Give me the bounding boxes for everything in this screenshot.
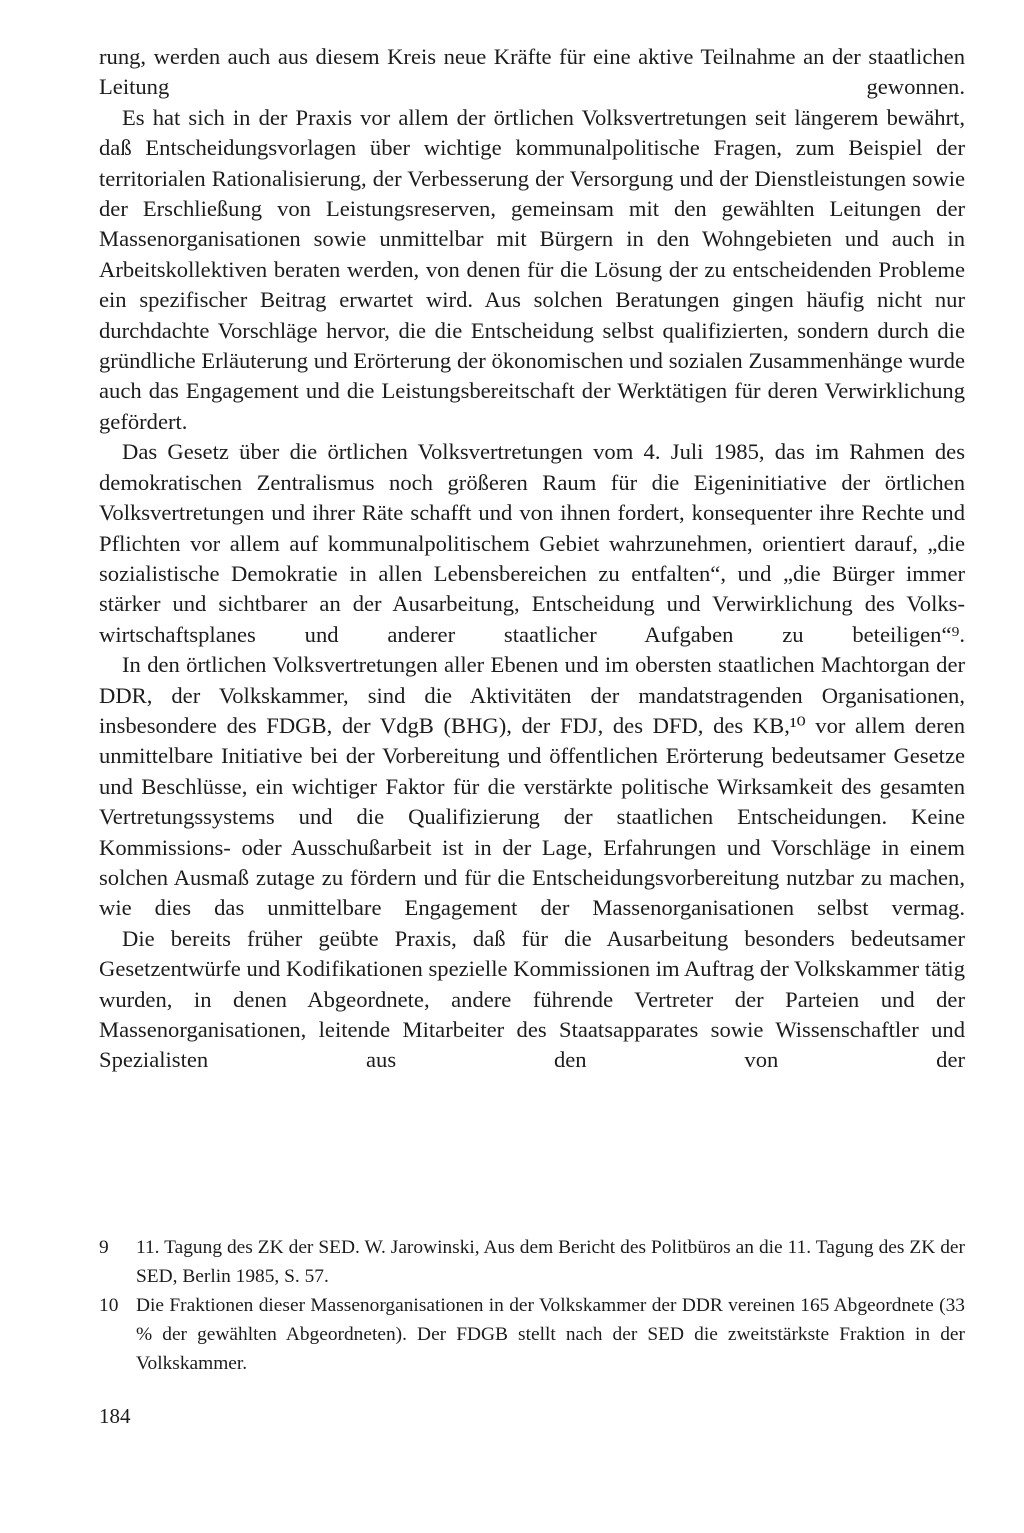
body-text <box>99 42 965 1076</box>
paragraph-law: Das Gesetz über die örtlichen Volksvertretungen vom 4. Juli 1985, das im Rahmen des demokratischen Zentralismus noch größeren Raum für die Eigeninitiative der örtlichen Volksvertretungen und ihrer Räte schafft und von ihnen fordert, konsequenter ihre Rechte und Pflichten vor allem auf kommunalpolitischem Gebiet wahrzunehmen, orientiert darauf, „die sozialistische Demokratie in allen Lebensbereichen zu entfalten“, und „die Bürger immer stärker und sichtbarer an der Ausarbeitung, Entscheidung und Verwirklichung des Volkswirtschaftsplanes und anderer staatlicher Aufgaben zu beteiligen“⁹. <box>99 439 965 647</box>
footnote <box>99 1233 965 1291</box>
paragraph-volkskammer: In den örtlichen Volksvertretungen aller Ebenen und im obersten staatlichen Machtorgan der DDR, der Volkskammer, sind die Aktivitäten der mandatstragenden Organisationen, insbesondere des FDGB, der VdgB (BHG), der FDJ, des DFD, des KB,¹⁰ vor allem deren unmittelbare Initiative bei der Vorbereitung und öffentlichen Erörterung bedeutsamer Gesetze und Beschlüsse, ein wichtiger Faktor für die verstärkte politische Wirksamkeit des gesamten Vertretungssystems und die Qualifizierung der staatlichen Entscheidungen. Keine Kommissions- oder Ausschußarbeit ist in der Lage, Erfahrungen und Vorschläge in einem solchen Ausmaß zutage zu fördern und für die Entscheidungsvorbereitung nutzbar zu machen, wie dies das unmittelbare Engagement der Massenorganisationen selbst vermag. <box>99 652 965 921</box>
paragraph-continuation: rung, werden auch aus diesem Kreis neue Kräfte für eine aktive Teilnahme an der staatlichen Leitung gewonnen. <box>99 44 965 100</box>
page-number: 184 <box>99 1404 131 1428</box>
footnotes <box>99 1233 965 1378</box>
footnote-text: Die Fraktionen dieser Massenorganisationen in der Volkskammer der DDR vereinen 165 Abgeordnete (33 % der gewählten Abgeordneten). Der FDGB stellt nach der SED die zweitstärkste Fraktion in der Volkskammer. <box>136 1295 965 1374</box>
paragraph-practice: Es hat sich in der Praxis vor allem der örtlichen Volksvertretungen seit längerem bewährt, daß Entscheidungsvorlagen über wichtige kommunalpolitische Fragen, zum Beispiel der territorialen Rationalisierung, der Verbesserung der Versorgung und der Dienstleistungen sowie der Erschließung von Leistungsreserven, gemeinsam mit den gewählten Leitungen der Massenorganisationen sowie unmittelbar mit Bürgern in den Wohngebieten und auch in Arbeitskollektiven beraten werden, von denen für die Lösung der zu entscheidenden Probleme ein spezifischer Beitrag erwartet wird. Aus solchen Beratungen gingen häufig nicht nur durchdachte Vorschläge hervor, die die Entscheidung selbst qualifizierten, sondern durch die gründliche Erläuterung und Erörterung der ökonomischen und sozialen Zusammenhänge wurde auch das Engagement und die Leistungsbereitschaft der Werktätigen für deren Verwirklichung gefördert. <box>99 104 965 434</box>
footnote-number: 9 <box>99 1237 109 1258</box>
paragraph-commissions: Die bereits früher geübte Praxis, daß für die Ausarbeitung besonders bedeutsamer Gesetzentwürfe und Kodifikationen spezielle Kommissionen im Auftrag der Volkskammer tätig wurden, in denen Abgeordnete, andere führende Vertreter der Parteien und der Massenorganisationen, leitende Mitarbeiter des Staatsapparates sowie Wissenschaftler und Spezialisten aus den von der <box>99 925 965 1073</box>
footnote <box>99 1291 965 1378</box>
footnote-text: 11. Tagung des ZK der SED. W. Jarowinski, Aus dem Bericht des Politbüros an die 11. Tagung des ZK der SED, Berlin 1985, S. 57. <box>136 1237 965 1287</box>
footnote-number: 10 <box>99 1295 119 1316</box>
